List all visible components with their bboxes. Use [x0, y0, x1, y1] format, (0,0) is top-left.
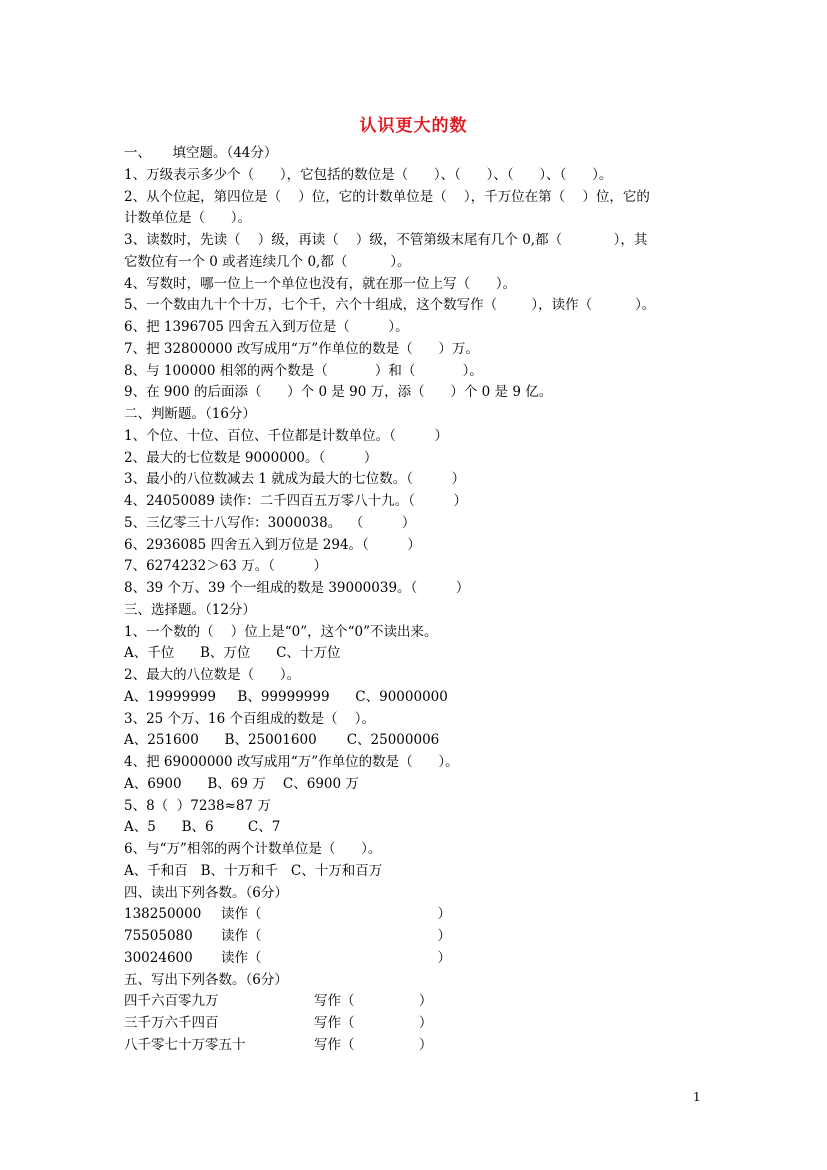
choice-line: A、5 B、6 C、7 — [124, 819, 281, 836]
section-heading: 一、 填空题。（44分） — [124, 145, 278, 161]
question-line: 1、一个数的（ ）位上是“0”，这个“0”不读出来。 — [124, 623, 438, 640]
question-line: 3、25 个万、16 个百组成的数是（ ）。 — [124, 710, 375, 727]
question-line: 4、24050089 读作：二千四百五万零八十九。（ ） — [124, 493, 467, 509]
question-line: 5、一个数由九十个十万，七个千，六个十组成，这个数写作（ ），读作（ ）。 — [124, 297, 656, 314]
question-line: 6、2936085 四舍五入到万位是 294。（ ） — [124, 536, 421, 553]
read-number: 30024600 — [124, 949, 193, 966]
read-answer-blank: 读作（ ） — [221, 928, 451, 944]
choice-line: A、251600 B、25001600 C、25000006 — [124, 732, 440, 749]
write-answer-blank: 写作（ ） — [314, 993, 433, 1010]
question-line: 4、把 69000000 改写成用“万”作单位的数是（ ）。 — [124, 754, 459, 770]
question-line: 7、6274232＞63 万。（ ） — [124, 558, 328, 575]
choice-line: A、6900 B、69 万 C、6900 万 — [124, 775, 359, 792]
question-line: 2、最大的八位数是（ ）。 — [124, 667, 301, 683]
section-heading: 五、写出下列各数。（6分） — [124, 971, 288, 988]
question-line: 1、万级表示多少个（ ），它包括的数位是（ ）、（ ）、（ ）、（ ）。 — [124, 166, 613, 183]
worksheet-body — [124, 143, 724, 1057]
question-line: 5、8（ ）7238≈87 万 — [124, 797, 271, 814]
write-answer-blank: 写作（ ） — [314, 1036, 433, 1053]
question-line: 6、把 1396705 四舍五入到万位是（ ）。 — [124, 319, 409, 335]
read-answer-blank: 读作（ ） — [221, 906, 451, 923]
question-line: 7、把 32800000 改写成用“万”作单位的数是（ ）万。 — [124, 340, 479, 357]
question-line: 它数位有一个 0 或者连续几个 0,都（ ）。 — [124, 253, 411, 270]
question-line: 3、最小的八位数减去 1 就成为最大的七位数。（ ） — [124, 471, 466, 488]
question-line: 8、与 100000 相邻的两个数是（ ）和（ ）。 — [124, 362, 483, 379]
write-answer-blank: 写作（ ） — [314, 1015, 433, 1031]
write-number-words: 三千万六千四百 — [124, 1015, 219, 1031]
write-row — [124, 991, 724, 1013]
question-line: 3、读数时，先读（ ）级，再读（ ）级，不管第级末尾有几个 0,都（ ），其 — [124, 232, 648, 248]
page-title: 认识更大的数 — [359, 116, 468, 136]
page-number: 1 — [693, 1090, 701, 1104]
choice-line: A、千位 B、万位 C、十万位 — [124, 645, 341, 662]
question-line: 2、从个位起，第四位是（ ）位，它的计数单位是（ ），千万位在第（ ）位，它的 — [124, 188, 650, 205]
question-line: 计数单位是（ ）。 — [124, 210, 251, 227]
choice-line: A、19999999 B、99999999 C、90000000 — [124, 688, 448, 705]
write-row — [124, 1013, 724, 1035]
question-line: 8、39 个万、39 个一组成的数是 39000039。（ ） — [124, 580, 470, 596]
read-number: 75505080 — [124, 928, 193, 944]
section-heading: 二、判断题。（16分） — [124, 406, 256, 422]
write-row — [124, 1035, 724, 1057]
section-heading: 三、选择题。（12分） — [124, 601, 256, 618]
question-line: 4、写数时，哪一位上一个单位也没有，就在那一位上写（ ）。 — [124, 275, 517, 292]
write-number-words: 八千零七十万零五十 — [124, 1036, 246, 1053]
question-line: 2、最大的七位数是 9000000。（ ） — [124, 449, 378, 466]
question-line: 1、个位、十位、百位、千位都是计数单位。（ ） — [124, 427, 448, 444]
write-number-words: 四千六百零九万 — [124, 993, 219, 1010]
question-line: 6、与“万”相邻的两个计数单位是（ ）。 — [124, 841, 382, 857]
question-line: 9、在 900 的后面添（ ）个 0 是 90 万，添（ ）个 0 是 9 亿。 — [124, 384, 553, 401]
read-row — [124, 926, 724, 948]
read-answer-blank: 读作（ ） — [221, 949, 451, 966]
question-line: 5、三亿零三十八写作：3000038。 （ ） — [124, 514, 416, 531]
choice-line: A、千和百 B、十万和千 C、十万和百万 — [124, 862, 383, 879]
section-heading: 四、读出下列各数。（6分） — [124, 884, 288, 901]
read-number: 138250000 — [124, 906, 202, 923]
read-row — [124, 948, 724, 970]
read-row — [124, 904, 724, 926]
